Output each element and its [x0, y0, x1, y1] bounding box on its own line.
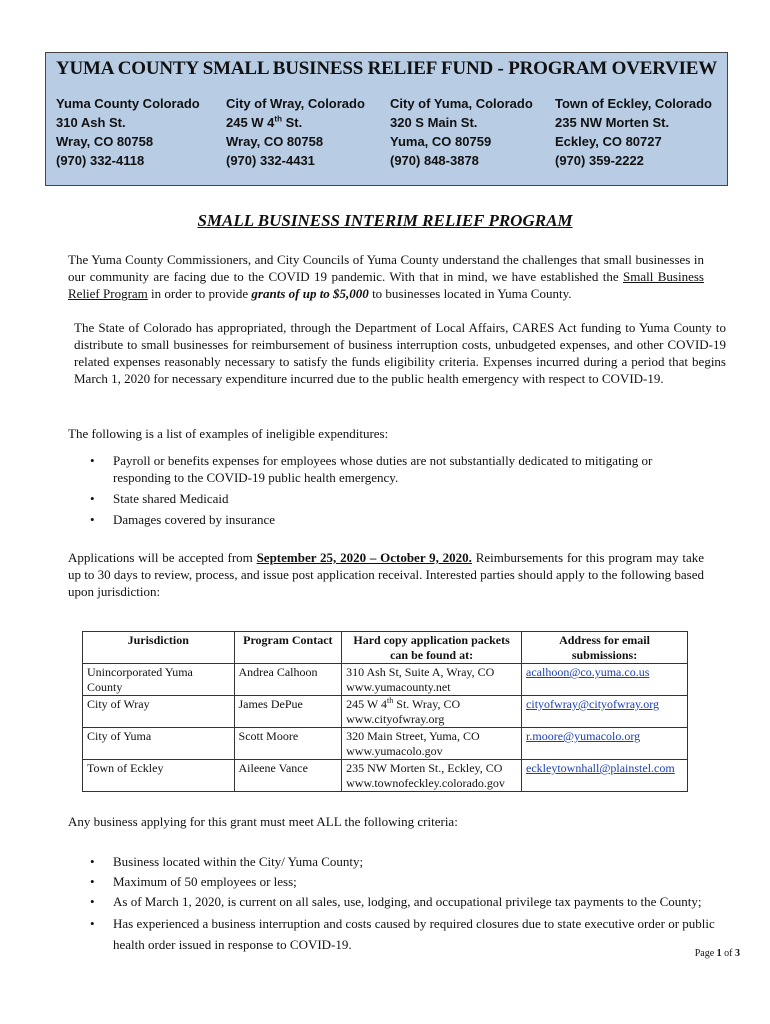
table-row	[83, 696, 688, 728]
jurisdiction-table	[82, 631, 688, 792]
list-item: • As of March 1, 2020, is current on all sales, use, lodging, and occupational privilege tax payments to the County;	[90, 894, 702, 909]
bullet-icon: •	[90, 512, 95, 527]
header-box	[45, 52, 728, 186]
office-street: 320 S Main St.	[390, 115, 478, 130]
bullet-icon: •	[90, 874, 95, 889]
program-name: Small Business Relief Program	[68, 269, 704, 301]
jurisdiction-cell: City of Yuma	[83, 728, 235, 760]
office-name: City of Wray, Colorado	[226, 96, 365, 111]
bullet-icon: •	[90, 894, 95, 909]
website-text: www.yumacounty.net	[346, 680, 451, 694]
jurisdiction-cell: Unincorporated Yuma County	[83, 664, 235, 696]
office-name: City of Yuma, Colorado	[390, 96, 533, 111]
office-phone: (970) 848-3878	[390, 153, 479, 168]
ineligible-list	[68, 452, 698, 528]
contact-cell: Scott Moore	[234, 728, 342, 760]
list-item: • Business located within the City/ Yuma County;	[90, 854, 364, 869]
address-cell: 245 W 4th St. Wray, CO www.cityofwray.org	[342, 696, 522, 728]
contact-cell: James DePue	[234, 696, 342, 728]
address-cell: 235 NW Morten St., Eckley, CO www.townofeckley.colorado.gov	[342, 760, 522, 792]
office-phone: (970) 332-4431	[226, 153, 315, 168]
column-header: Program Contact	[234, 632, 342, 664]
column-header: Jurisdiction	[83, 632, 235, 664]
office-yuma-county	[56, 94, 200, 170]
state-funding-paragraph: The State of Colorado has appropriated, through the Department of Local Affairs, CARES Act funding to Yuma County to distribute to small businesses for reimbursement of business interruption costs, unbudgeted expenses, and other COVID-19 related expenses reasonably necessary to satisfy the funds eligibility criteria. Expenses incurred during a period that begins March 1, 2020 for necessary expenditure incurred due to the public health emergency with respect to COVID-19.	[74, 320, 726, 386]
list-item: • Maximum of 50 employees or less;	[90, 874, 297, 889]
office-street: 310 Ash St.	[56, 115, 126, 130]
header-title: YUMA COUNTY SMALL BUSINESS RELIEF FUND - PROGRAM OVERVIEW	[55, 58, 718, 79]
contact-cell: Aileene Vance	[234, 760, 342, 792]
website-text: www.townofeckley.colorado.gov	[346, 776, 505, 790]
email-link[interactable]: r.moore@yumacolo.org	[522, 728, 688, 760]
office-city: Wray, CO 80758	[226, 134, 324, 149]
application-dates: September 25, 2020 – October 9, 2020.	[256, 550, 472, 565]
ineligible-intro: The following is a list of examples of ineligible expenditures:	[68, 426, 389, 441]
table-row	[83, 728, 688, 760]
bullet-icon: •	[90, 916, 95, 931]
office-city-of-yuma	[390, 94, 533, 170]
office-city: Yuma, CO 80759	[390, 134, 492, 149]
office-street: 245 W 4th St.	[226, 114, 303, 130]
column-header: Hard copy application packets can be found at:	[342, 632, 522, 664]
email-link[interactable]: cityofwray@cityofwray.org	[522, 696, 688, 728]
table-row	[83, 664, 688, 696]
criteria-intro: Any business applying for this grant must meet ALL the following criteria:	[68, 814, 458, 829]
office-name: Town of Eckley, Colorado	[555, 96, 712, 111]
table-header-row	[83, 632, 688, 664]
list-item: • Has experienced a business interruption and costs caused by required closures due to state executive order or public health order issued in response to COVID-19.	[68, 913, 740, 955]
list-item: • Payroll or benefits expenses for employees whose duties are not substantially dedicated to mitigating or responding to the COVID-19 public health emergency.	[90, 453, 653, 485]
office-city: Eckley, CO 80727	[555, 134, 662, 149]
bullet-icon: •	[90, 491, 95, 506]
office-phone: (970) 332-4118	[56, 153, 145, 168]
page-number: Page 1 of 3	[694, 948, 740, 959]
address-cell: 320 Main Street, Yuma, CO www.yumacolo.gov	[342, 728, 522, 760]
list-item: • Damages covered by insurance	[90, 512, 276, 527]
website-text: www.yumacolo.gov	[346, 744, 443, 758]
table-row	[83, 760, 688, 792]
office-town-of-eckley	[555, 94, 712, 170]
email-link[interactable]: acalhoon@co.yuma.co.us	[522, 664, 688, 696]
contact-cell: Andrea Calhoon	[234, 664, 342, 696]
grant-amount: grants of up to $5,000	[251, 286, 369, 301]
office-name: Yuma County Colorado	[56, 96, 200, 111]
office-street: 235 NW Morten St.	[555, 115, 670, 130]
criteria-list	[68, 853, 740, 955]
jurisdiction-cell: Town of Eckley	[83, 760, 235, 792]
bullet-icon: •	[90, 453, 95, 468]
office-city: Wray, CO 80758	[56, 134, 154, 149]
website-text: www.cityofwray.org	[346, 712, 445, 726]
office-phone: (970) 359-2222	[555, 153, 644, 168]
email-link[interactable]: eckleytownhall@plainstel.com	[522, 760, 688, 792]
jurisdiction-cell: City of Wray	[83, 696, 235, 728]
list-item: • State shared Medicaid	[90, 491, 229, 506]
column-header: Address for email submissions:	[522, 632, 688, 664]
office-city-of-wray	[226, 94, 365, 170]
bullet-icon: •	[90, 854, 95, 869]
address-cell: 310 Ash St, Suite A, Wray, CO www.yumacounty.net	[342, 664, 522, 696]
intro-paragraph: The Yuma County Commissioners, and City Councils of Yuma County understand the challenges that small businesses in our community are facing due to the COVID 19 pandemic. With that in mind, we have established the Small Business Relief Program in order to provide grants of up to $5,000 to businesses located in Yuma County.	[68, 252, 704, 301]
section-title: SMALL BUSINESS INTERIM RELIEF PROGRAM	[197, 211, 573, 230]
applications-paragraph: Applications will be accepted from September 25, 2020 – October 9, 2020. Reimbursements for this program may take up to 30 days to review, process, and issue post application receival. Interested parties should apply to the following based upon jurisdiction:	[68, 550, 704, 599]
